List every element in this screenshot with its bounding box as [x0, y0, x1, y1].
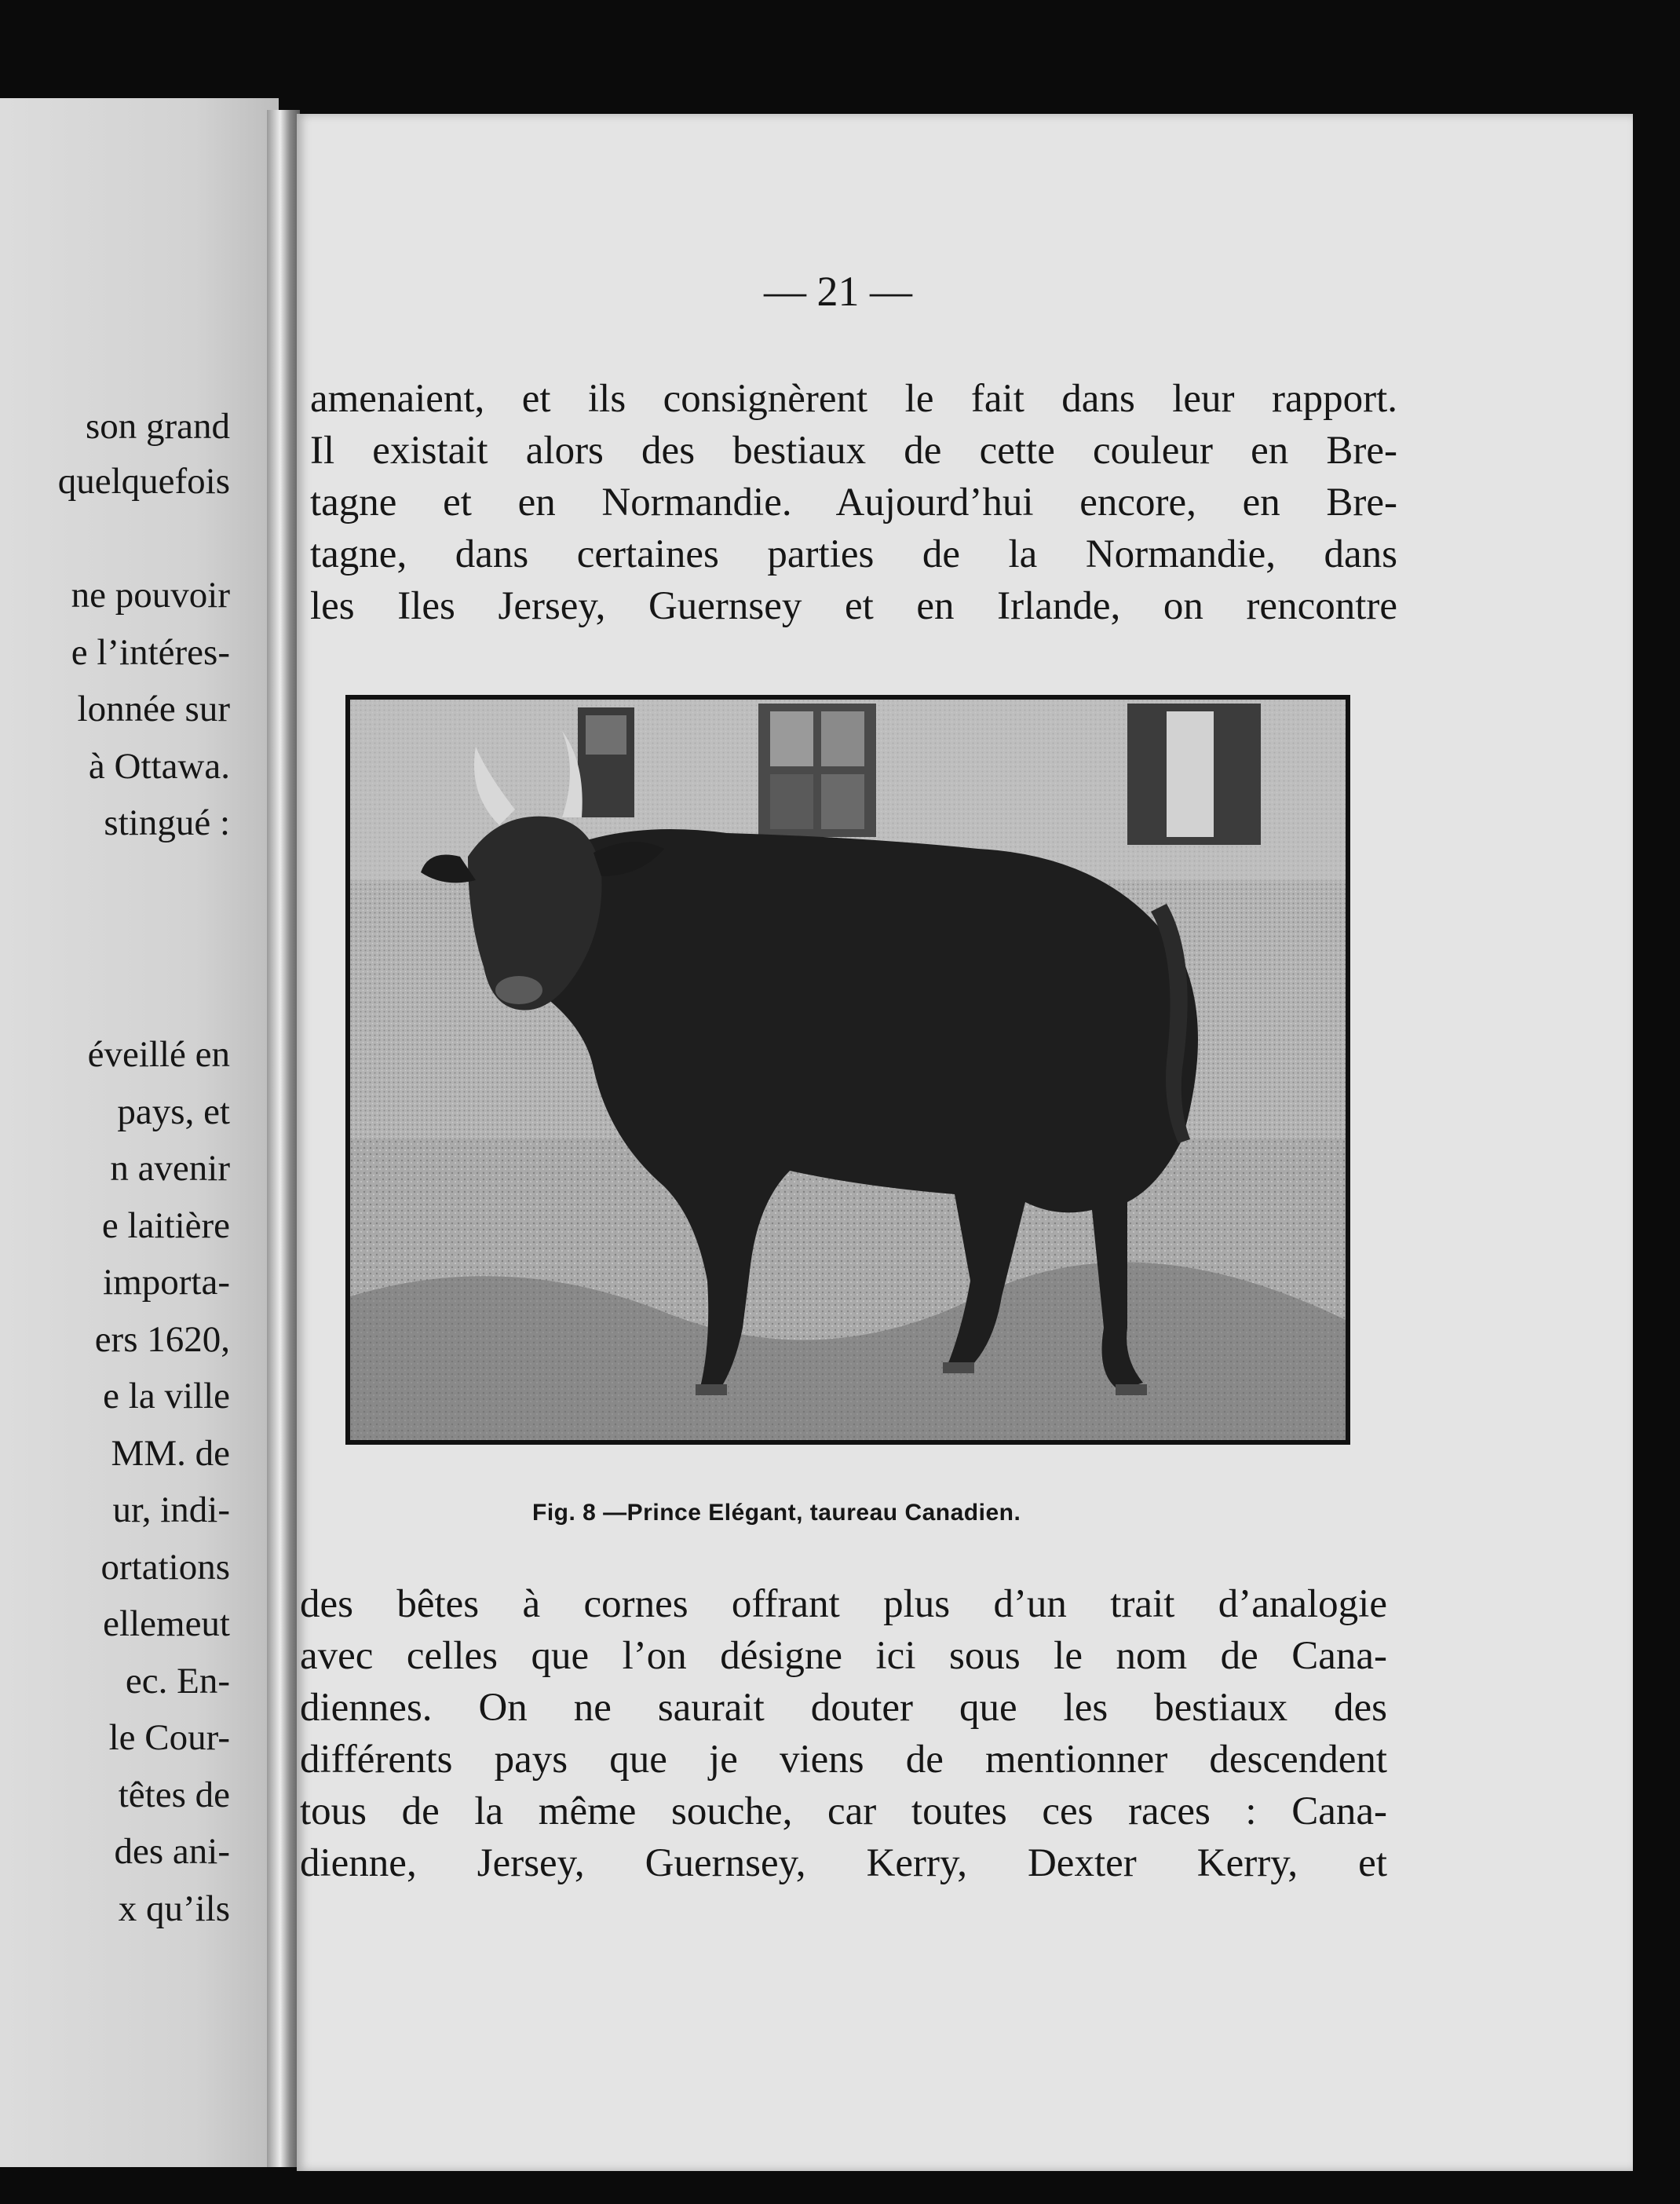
text-line: diennes. On ne saurait douter que les bestiaux des — [300, 1686, 1387, 1730]
left-page-line: ellemeut — [103, 1603, 230, 1644]
left-page-line: ne pouvoir — [71, 575, 230, 616]
left-page-line: têtes de — [118, 1775, 230, 1815]
bull-photograph — [345, 695, 1350, 1445]
text-line: tous de la même souche, car toutes ces races : Cana- — [300, 1789, 1387, 1833]
left-page-line: des ani- — [114, 1831, 230, 1872]
left-page-line: le Cour- — [108, 1717, 230, 1758]
left-page-line: e l’intéres- — [71, 632, 230, 673]
text-line: tagne, dans certaines parties de la Normandie, dans — [310, 532, 1397, 576]
left-page-line: quelquefois — [57, 461, 230, 502]
paragraph-top — [310, 373, 1397, 632]
left-page-line: son grand — [85, 406, 230, 447]
text-line: avec celles que l’on désigne ici sous le nom de Cana- — [300, 1634, 1387, 1678]
text-line: différents pays que je viens de mentionner descendent — [300, 1738, 1387, 1782]
left-page-line: pays, et — [117, 1091, 230, 1132]
left-page-line: e la ville — [103, 1376, 230, 1416]
figure-caption: Fig. 8 —Prince Elégant, taureau Canadien. — [532, 1500, 1021, 1526]
text-line: des bêtes à cornes offrant plus d’un trait d’analogie — [300, 1582, 1387, 1626]
page-number: — 21 — — [764, 268, 912, 315]
left-page-line: ers 1620, — [94, 1319, 230, 1360]
text-line: les Iles Jersey, Guernsey et en Irlande, on rencontre — [310, 584, 1397, 628]
window-right — [1127, 704, 1261, 845]
left-page-line: ec. En- — [125, 1661, 230, 1701]
left-page-line: ortations — [100, 1547, 230, 1588]
left-page-line: importa- — [103, 1262, 230, 1303]
left-page-line: e laitière — [101, 1205, 230, 1246]
left-page — [0, 98, 279, 2167]
paragraph-bottom — [300, 1578, 1387, 1889]
window-left — [578, 707, 634, 817]
left-page-line: éveillé en — [87, 1034, 230, 1075]
left-page-line: x qu’ils — [118, 1888, 230, 1929]
text-line: Il existait alors des bestiaux de cette couleur en Bre- — [310, 429, 1397, 473]
text-line: amenaient, et ils consignèrent le fait dans leur rapport. — [310, 377, 1397, 421]
left-page-line: lonnée sur — [77, 689, 230, 729]
left-page-line: MM. de — [111, 1433, 230, 1474]
window-middle — [758, 704, 876, 837]
left-page-line: n avenir — [110, 1148, 230, 1189]
left-page-line: ur, indi- — [112, 1489, 230, 1530]
book-gutter — [267, 110, 300, 2167]
left-page-line: stingué : — [104, 802, 230, 843]
bull-photo-illustration — [350, 700, 1346, 1440]
text-line: tagne et en Normandie. Aujourd’hui encore, en Bre- — [310, 481, 1397, 525]
left-page-line: à Ottawa. — [88, 746, 230, 787]
text-line: dienne, Jersey, Guernsey, Kerry, Dexter Kerry, et — [300, 1841, 1387, 1885]
